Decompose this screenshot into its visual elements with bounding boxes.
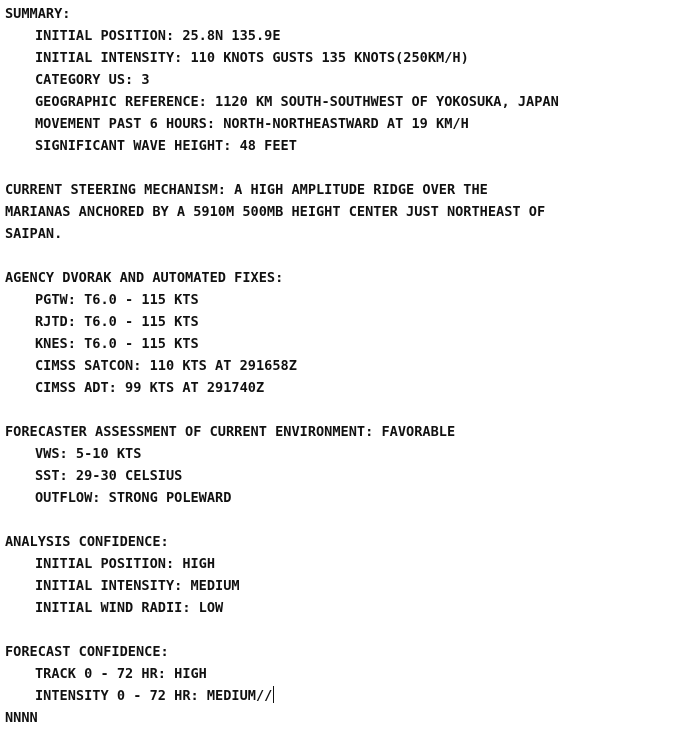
environment-outflow: OUTFLOW: STRONG POLEWARD bbox=[35, 490, 232, 506]
end-marker: NNNN bbox=[5, 710, 38, 726]
warning-text-document[interactable] bbox=[5, 3, 685, 729]
summary-category: CATEGORY US: 3 bbox=[35, 72, 150, 88]
fix-knes: KNES: T6.0 - 115 KTS bbox=[35, 336, 199, 352]
summary-initial-intensity: INITIAL INTENSITY: 110 KNOTS GUSTS 135 KNOTS(250KM/H) bbox=[35, 50, 469, 66]
fix-rjtd: RJTD: T6.0 - 115 KTS bbox=[35, 314, 199, 330]
analysis-initial-wind-radii: INITIAL WIND RADII: LOW bbox=[35, 600, 224, 616]
blank-line bbox=[5, 245, 685, 267]
text-cursor bbox=[273, 686, 274, 703]
fix-cimss-satcon: CIMSS SATCON: 110 KTS AT 291658Z bbox=[35, 358, 297, 374]
steering-line-3: SAIPAN. bbox=[5, 226, 63, 242]
blank-line bbox=[5, 619, 685, 641]
environment-sst: SST: 29-30 CELSIUS bbox=[35, 468, 183, 484]
summary-wave-height: SIGNIFICANT WAVE HEIGHT: 48 FEET bbox=[35, 138, 297, 154]
forecast-confidence-heading: FORECAST CONFIDENCE: bbox=[5, 644, 169, 660]
summary-movement: MOVEMENT PAST 6 HOURS: NORTH-NORTHEASTWARD AT 19 KM/H bbox=[35, 116, 469, 132]
analysis-initial-intensity: INITIAL INTENSITY: MEDIUM bbox=[35, 578, 240, 594]
analysis-initial-position: INITIAL POSITION: HIGH bbox=[35, 556, 216, 572]
forecast-track: TRACK 0 - 72 HR: HIGH bbox=[35, 666, 207, 682]
summary-initial-position: INITIAL POSITION: 25.8N 135.9E bbox=[35, 28, 281, 44]
steering-line-2: MARIANAS ANCHORED BY A 5910M 500MB HEIGHT CENTER JUST NORTHEAST OF bbox=[5, 204, 546, 220]
environment-heading: FORECASTER ASSESSMENT OF CURRENT ENVIRONMENT: FAVORABLE bbox=[5, 424, 456, 440]
summary-geographic-reference: GEOGRAPHIC REFERENCE: 1120 KM SOUTH-SOUTHWEST OF YOKOSUKA, JAPAN bbox=[35, 94, 559, 110]
blank-line bbox=[5, 509, 685, 531]
summary-heading: SUMMARY: bbox=[5, 6, 71, 22]
fix-cimss-adt: CIMSS ADT: 99 KTS AT 291740Z bbox=[35, 380, 265, 396]
fix-pgtw: PGTW: T6.0 - 115 KTS bbox=[35, 292, 199, 308]
forecast-intensity-line bbox=[5, 685, 685, 707]
steering-line-1: CURRENT STEERING MECHANISM: A HIGH AMPLITUDE RIDGE OVER THE bbox=[5, 182, 488, 198]
blank-line bbox=[5, 157, 685, 179]
blank-line bbox=[5, 399, 685, 421]
analysis-confidence-heading: ANALYSIS CONFIDENCE: bbox=[5, 534, 169, 550]
forecast-intensity: INTENSITY 0 - 72 HR: MEDIUM// bbox=[35, 688, 273, 704]
fixes-heading: AGENCY DVORAK AND AUTOMATED FIXES: bbox=[5, 270, 284, 286]
environment-vws: VWS: 5-10 KTS bbox=[35, 446, 142, 462]
